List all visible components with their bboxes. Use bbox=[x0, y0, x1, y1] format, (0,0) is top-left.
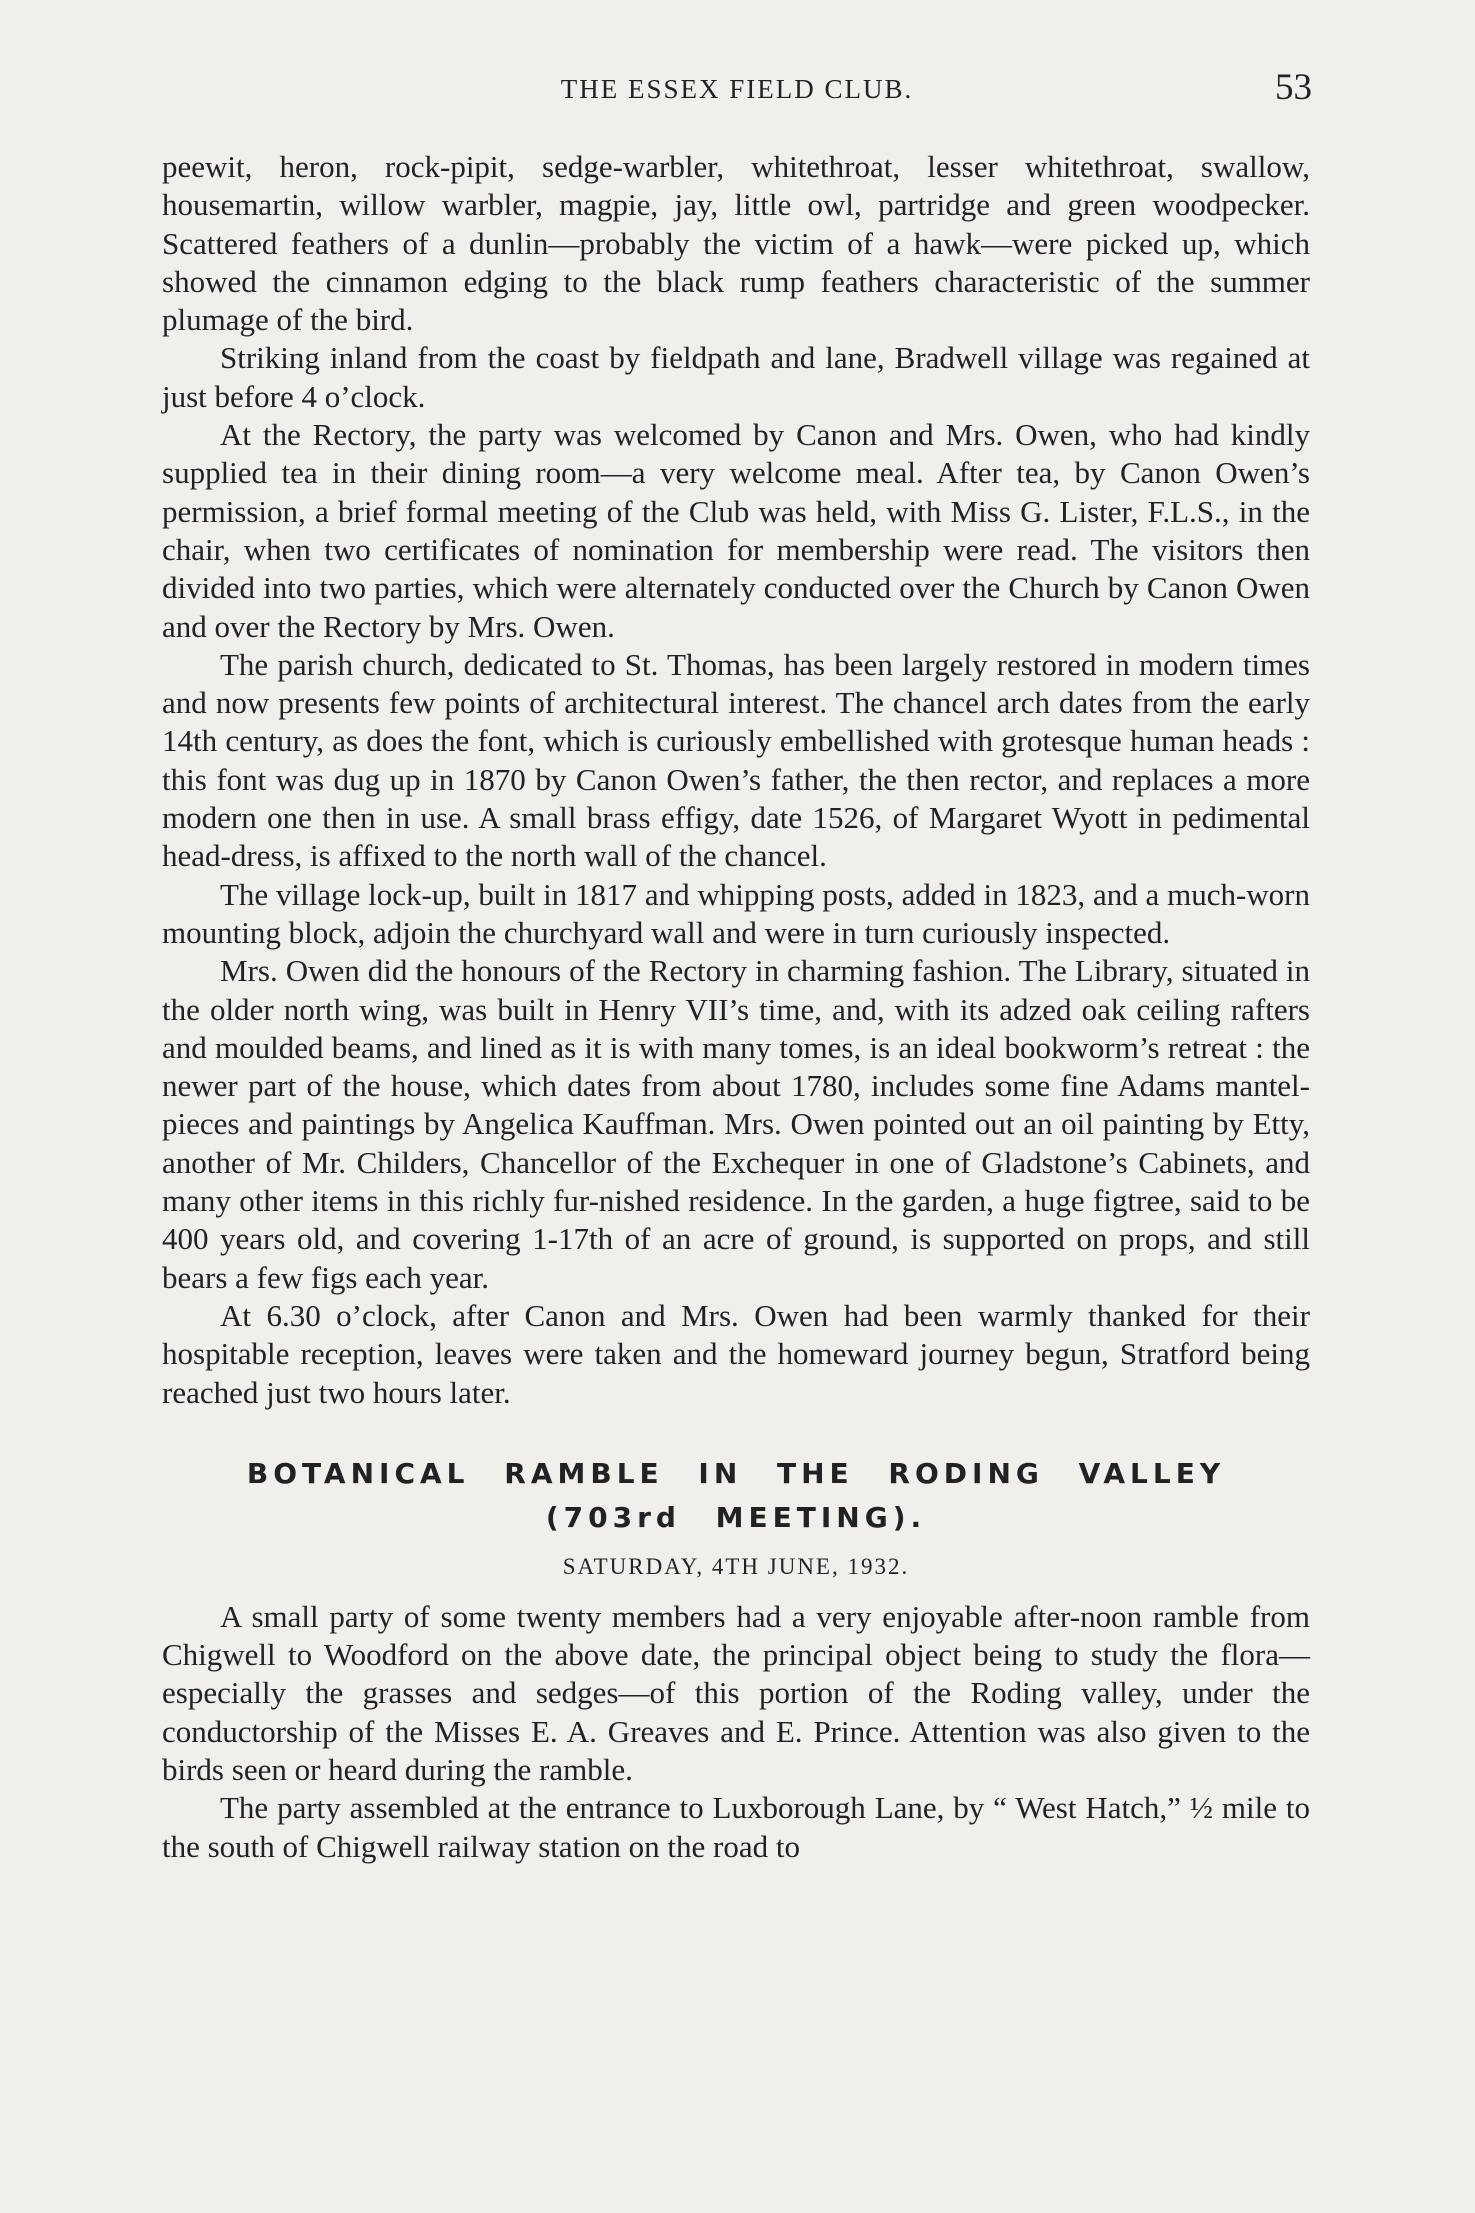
paragraph-departure: At 6.30 o’clock, after Canon and Mrs. Owen had been warmly thanked for their hospitable reception, leaves were taken and the homeward journey begun, Stratford being reached just two hours later. bbox=[162, 1297, 1310, 1410]
paragraph-library: Mrs. Owen did the honours of the Rectory in charming fashion. The Library, situated in the older north wing, was built in Henry VII’s time, and, with its adzed oak ceiling rafters and moulded beams, and lined as it is with many tomes, is an ideal bookworm’s retreat : the newer part of the house, which dates from about 1780, includes some fine Adams mantel-pieces and paintings by Angelica Kauffman. Mrs. Owen pointed out an oil painting by Etty, another of Mr. Childers, Chancellor of the Exchequer in one of Gladstone’s Cabinets, and many other items in this richly fur-nished residence. In the garden, a huge figtree, said to be 400 years old, and covering 1-17th of an acre of ground, is supported on props, and still bears a few figs each year. bbox=[162, 953, 1310, 1295]
paragraph-rectory-tea: At the Rectory, the party was welcomed by Canon and Mrs. Owen, who had kindly supplied tea in their dining room—a very welcome meal. After tea, by Canon Owen’s permission, a brief formal meeting of the Club was held, with Miss G. Lister, F.L.S., in the chair, when two certificates of nomination for membership were read. The visitors then divided into two parties, which were alternately conducted over the Church by Canon Owen and over the Rectory by Mrs. Owen. bbox=[162, 417, 1310, 644]
page-number: 53 bbox=[1275, 67, 1312, 108]
meeting-date: SATURDAY, 4TH JUNE, 1932. bbox=[562, 1553, 910, 1579]
paragraph-ramble-intro: A small party of some twenty members had a very enjoyable after-noon ramble from Chigwell to Woodford on the above date, the principal object being to study the flora—especially the grasses and sedges—of this portion of the Roding valley, under the conductorship of the Misses E. A. Greaves and E. Prince. Attention was also given to the birds seen or heard during the ramble. bbox=[162, 1598, 1310, 1787]
section-heading-line2: (703rd MEETING). bbox=[545, 1500, 927, 1534]
body-text bbox=[162, 148, 1310, 1866]
running-header bbox=[162, 66, 1312, 126]
section-heading-line1: BOTANICAL RAMBLE IN THE RODING VALLEY bbox=[246, 1456, 1226, 1490]
paragraph-assembly: The party assembled at the entrance to Luxborough Lane, by “ West Hatch,” ½ mile to the south of Chigwell railway station on the road to bbox=[162, 1790, 1310, 1864]
paragraph-continuation: peewit, heron, rock-pipit, sedge-warbler, whitethroat, lesser whitethroat, swallow, housemartin, willow warbler, magpie, jay, little owl, partridge and green woodpecker. Scattered feathers of a dunlin—probably the victim of a hawk—were picked up, which showed the cinnamon edging to the black rump feathers characteristic of the summer plumage of the bird. bbox=[162, 149, 1310, 338]
paragraph-inland: Striking inland from the coast by fieldpath and lane, Bradwell village was regained at just before 4 o’clock. bbox=[162, 340, 1310, 414]
section-heading bbox=[162, 1452, 1310, 1540]
paragraph-parish-church: The parish church, dedicated to St. Thomas, has been largely restored in modern times and now presents few points of architectural interest. The chancel arch dates from the early 14th century, as does the font, which is curiously embellished with grotesque human heads : this font was dug up in 1870 by Canon Owen’s father, the then rector, and replaces a more modern one then in use. A small brass effigy, date 1526, of Margaret Wyott in pedimental head-dress, is affixed to the north wall of the chancel. bbox=[162, 646, 1310, 874]
paragraph-lock-up: The village lock-up, built in 1817 and whipping posts, added in 1823, and a much-worn mounting block, adjoin the churchyard wall and were in turn curiously inspected. bbox=[162, 876, 1310, 950]
running-title: THE ESSEX FIELD CLUB. bbox=[560, 74, 914, 104]
